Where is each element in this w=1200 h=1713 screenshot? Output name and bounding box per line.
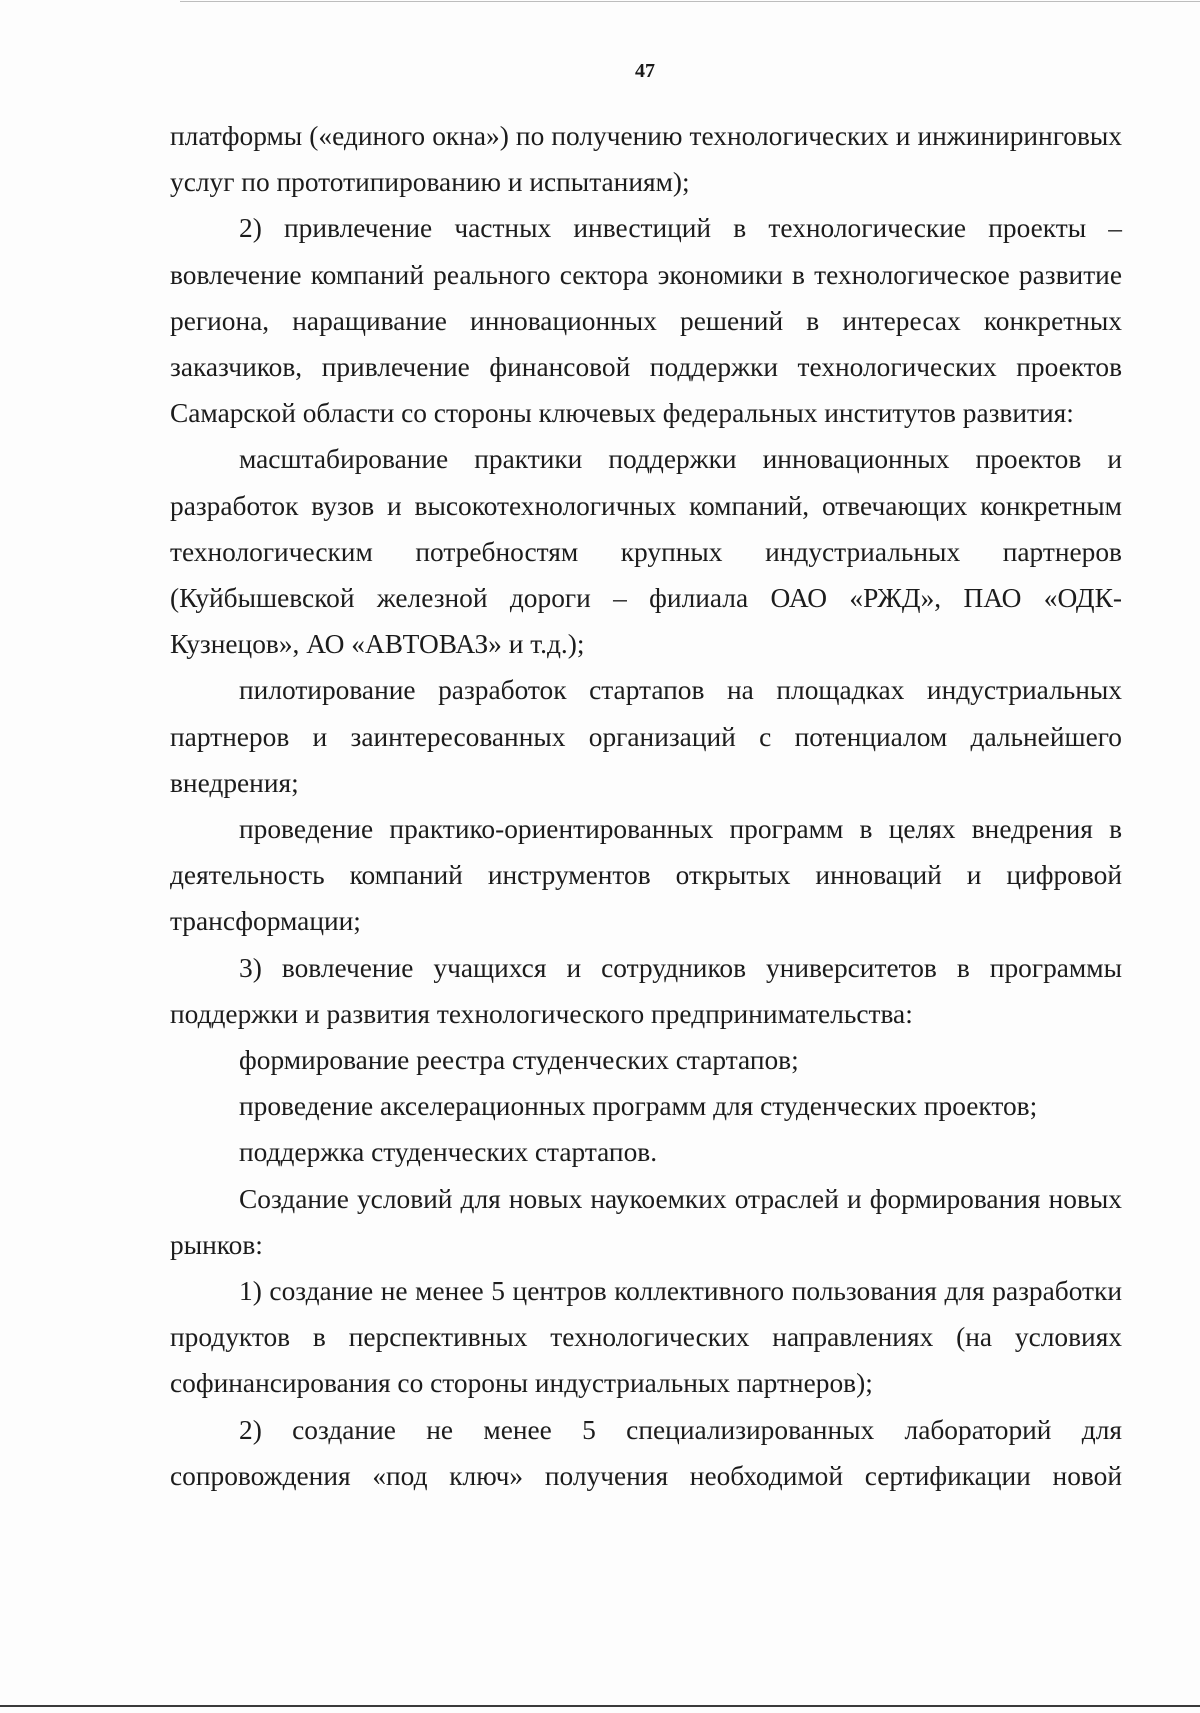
paragraph-continuation: платформы («единого окна») по получению технологических и инжиниринговых услуг по прототипированию и испытаниям);: [170, 121, 1122, 198]
paragraph-item-3-students: 3) вовлечение учащихся и сотрудников университетов в программы поддержки и развития технологического предпринимательства:: [170, 952, 1122, 1029]
scan-edge-bottom: [0, 1705, 1200, 1707]
paragraph-item-2-labs: 2) создание не менее 5 специализированных лабораторий для сопровождения «под ключ» получения необходимой сертификации новой: [170, 1414, 1122, 1491]
paragraph-startup-registry: формирование реестра студенческих стартапов;: [239, 1045, 799, 1076]
paragraph-scaling-practice: масштабирование практики поддержки инновационных проектов и разработок вузов и высокотехнологичных компаний, отвечающих конкретным технологическим потребностям крупных индустриальных партнеров (Куйбышевской железной дороги – филиала ОАО «РЖД», ПАО «ОДК-Кузнецов», АО «АВТОВАЗ» и т.д.);: [170, 444, 1122, 660]
document-body: [170, 113, 1122, 1499]
paragraph-startup-piloting: пилотирование разработок стартапов на площадках индустриальных партнеров и заинтересованных организаций с потенциалом дальнейшего внедрения;: [170, 675, 1122, 798]
paragraph-new-markets-heading: Создание условий для новых наукоемких отраслей и формирования новых рынков:: [170, 1183, 1122, 1260]
scan-edge-top: [180, 1, 1200, 2]
paragraph-startup-support: поддержка студенческих стартапов.: [239, 1137, 658, 1168]
paragraph-item-2-private-investment: 2) привлечение частных инвестиций в технологические проекты – вовлечение компаний реального сектора экономики в технологическое развитие региона, наращивание инновационных решений в интересах конкретных заказчиков, привлечение финансовой поддержки технологических проектов Самарской области со стороны ключевых федеральных институтов развития:: [170, 213, 1122, 429]
paragraph-item-1-shared-centers: 1) создание не менее 5 центров коллективного пользования для разработки продуктов в перспективных технологических направлениях (на условиях софинансирования со стороны индустриальных партнеров);: [170, 1276, 1122, 1399]
paragraph-practice-programs: проведение практико-ориентированных программ в целях внедрения в деятельность компаний инструментов открытых инноваций и цифровой трансформации;: [170, 814, 1122, 937]
paragraph-acceleration-programs: проведение акселерационных программ для студенческих проектов;: [239, 1091, 1038, 1122]
page-number: 47: [635, 60, 655, 82]
